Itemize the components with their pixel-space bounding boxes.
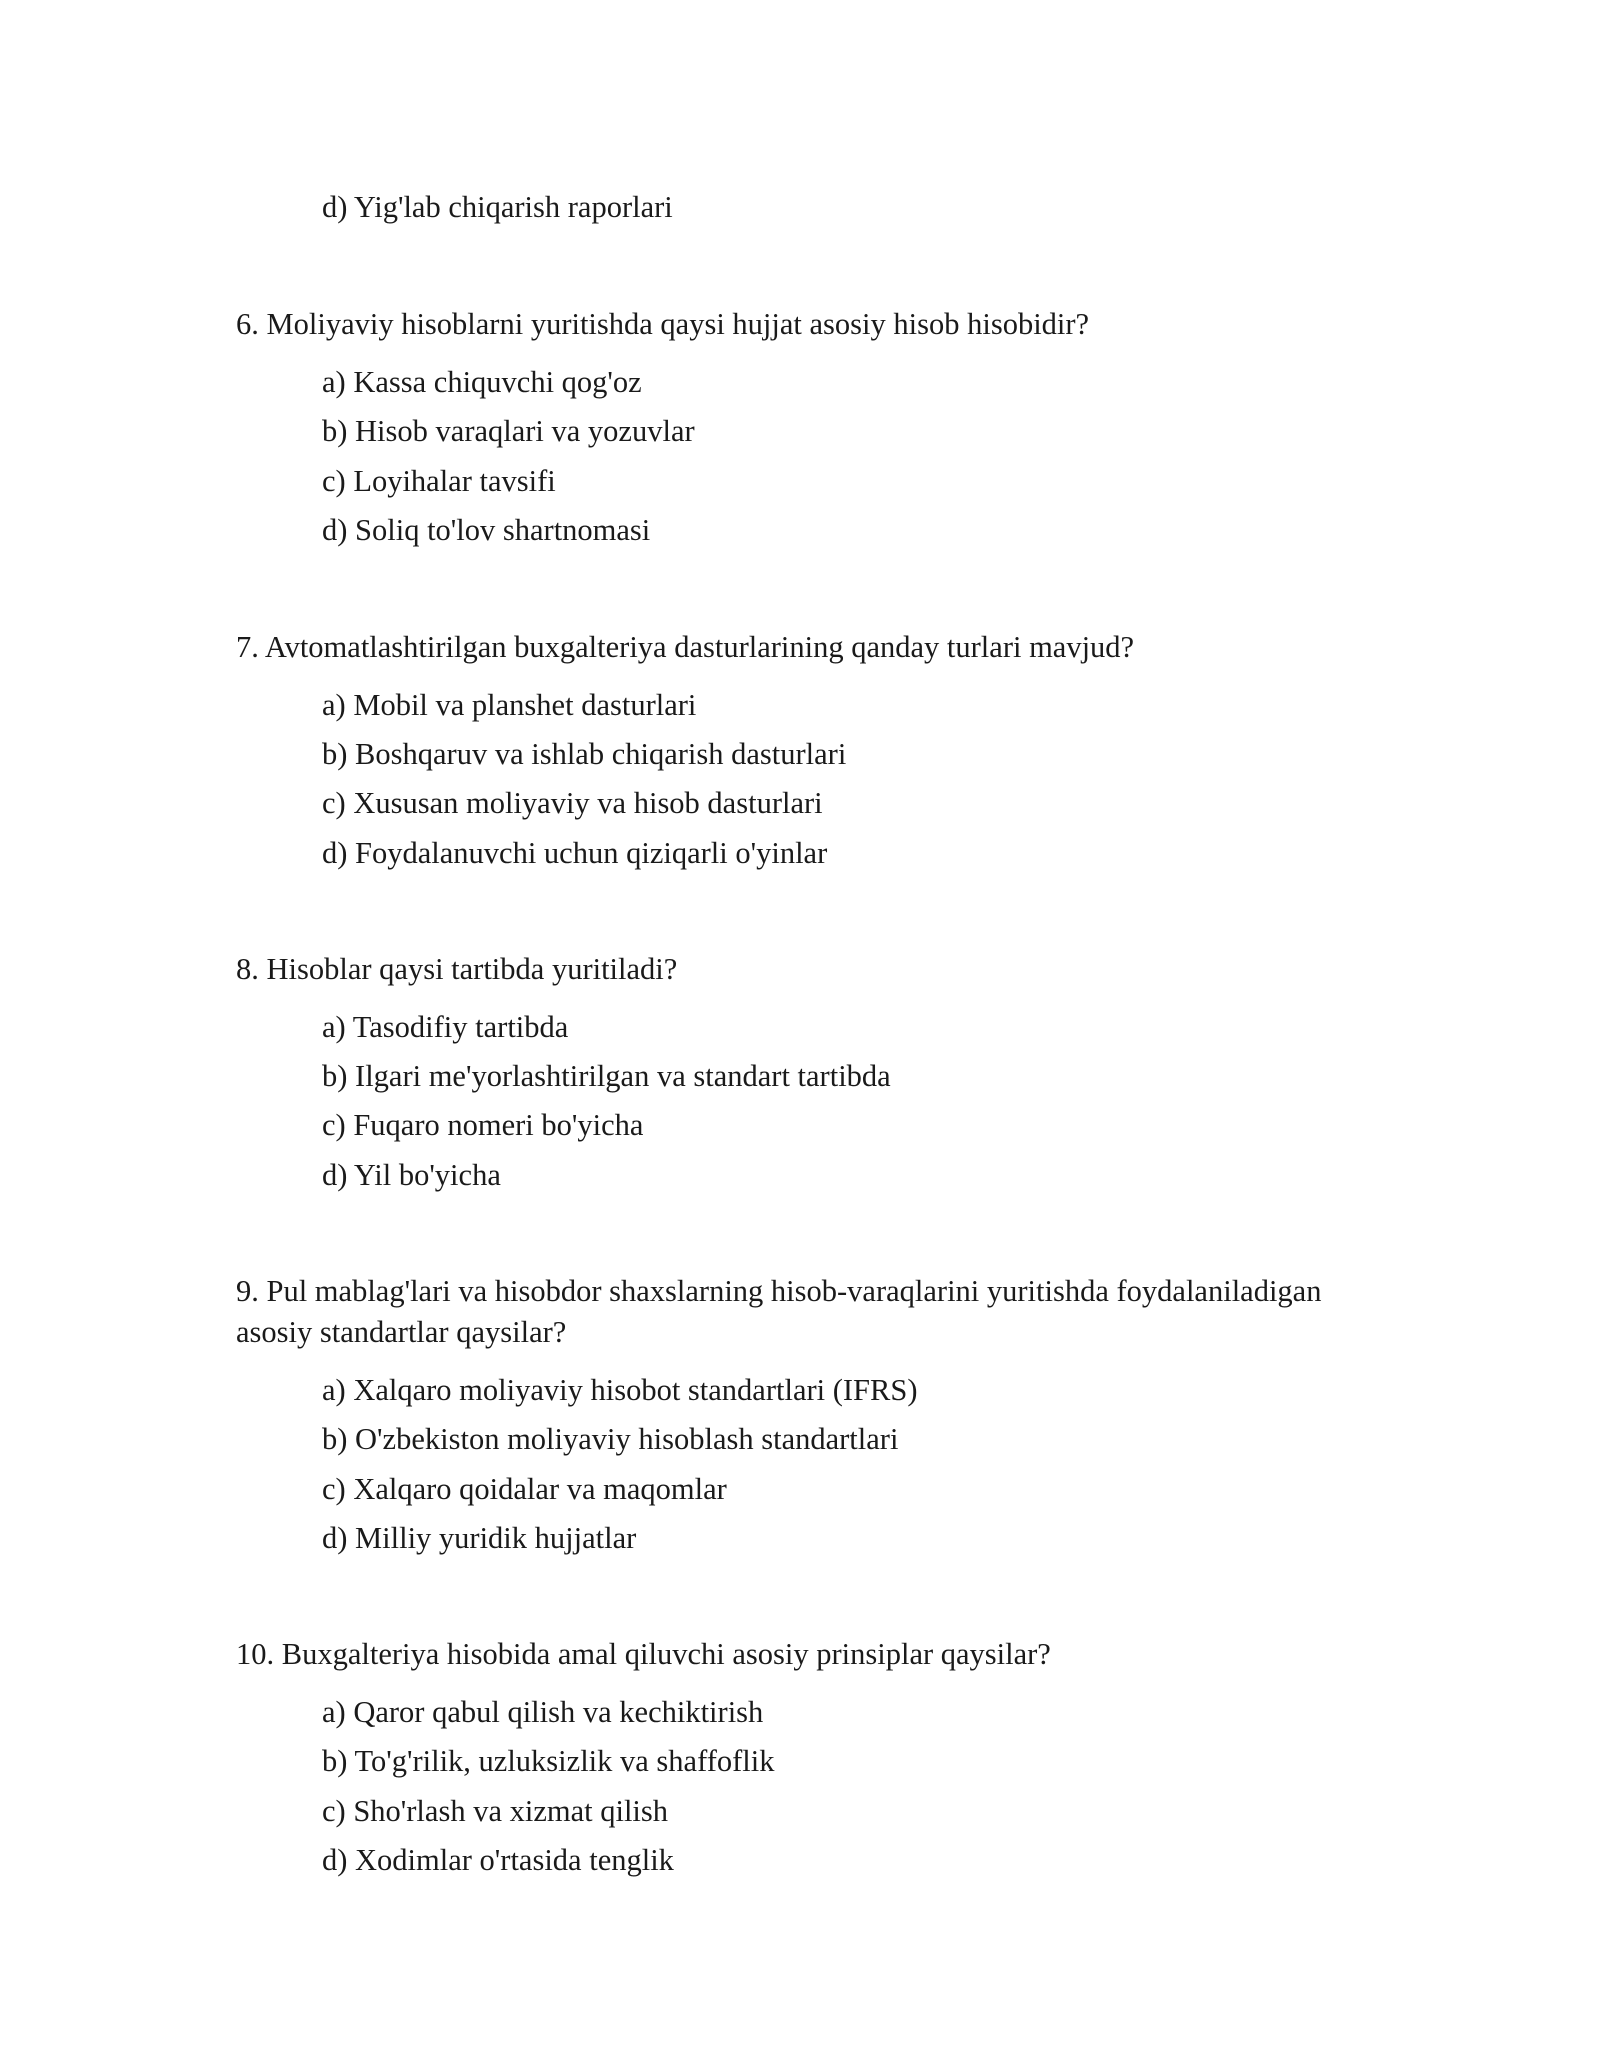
question-7-text: 7. Avtomatlashtirilgan buxgalteriya dasturlarining qanday turlari mavjud?	[236, 630, 1135, 664]
question-6-option-a: a) Kassa chiquvchi qog'oz	[322, 365, 642, 399]
question-9-text-line-1: 9. Pul mablag'lari va hisobdor shaxslarning hisob-varaqlarini yuritishda foydalaniladigan	[236, 1274, 1322, 1308]
question-10-option-a: a) Qaror qabul qilish va kechiktirish	[322, 1695, 764, 1729]
question-8-text: 8. Hisoblar qaysi tartibda yuritiladi?	[236, 952, 678, 986]
question-10-text: 10. Buxgalteriya hisobida amal qiluvchi asosiy prinsiplar qaysilar?	[236, 1637, 1051, 1671]
question-8-option-a: a) Tasodifiy tartibda	[322, 1010, 569, 1044]
question-10-option-d: d) Xodimlar o'rtasida tenglik	[322, 1843, 674, 1877]
option-d: d) Yig'lab chiqarish raporlari	[322, 190, 673, 224]
question-8-option-c: c) Fuqaro nomeri bo'yicha	[322, 1108, 644, 1142]
question-9-text-line-2: asosiy standartlar qaysilar?	[236, 1315, 567, 1349]
question-6-option-d: d) Soliq to'lov shartnomasi	[322, 513, 651, 547]
question-9-option-c: c) Xalqaro qoidalar va maqomlar	[322, 1472, 727, 1506]
question-9-option-d: d) Milliy yuridik hujjatlar	[322, 1521, 637, 1555]
question-7-option-c: c) Xususan moliyaviy va hisob dasturlari	[322, 786, 823, 820]
question-9-option-a: a) Xalqaro moliyaviy hisobot standartlari (IFRS)	[322, 1373, 918, 1407]
question-6-text: 6. Moliyaviy hisoblarni yuritishda qaysi hujjat asosiy hisob hisobidir?	[236, 307, 1090, 341]
question-7-option-a: a) Mobil va planshet dasturlari	[322, 688, 697, 722]
question-6-option-b: b) Hisob varaqlari va yozuvlar	[322, 414, 695, 448]
question-6-option-c: c) Loyihalar tavsifi	[322, 464, 556, 498]
question-8-option-d: d) Yil bo'yicha	[322, 1158, 501, 1192]
question-7-option-d: d) Foydalanuvchi uchun qiziqarli o'yinlar	[322, 836, 828, 870]
question-10-option-b: b) To'g'rilik, uzluksizlik va shaffoflik	[322, 1744, 775, 1778]
question-8-option-b: b) Ilgari me'yorlashtirilgan va standart tartibda	[322, 1059, 891, 1093]
question-7-option-b: b) Boshqaruv va ishlab chiqarish dasturlari	[322, 737, 847, 771]
question-10-option-c: c) Sho'rlash va xizmat qilish	[322, 1794, 669, 1828]
question-9-option-b: b) O'zbekiston moliyaviy hisoblash standartlari	[322, 1422, 899, 1456]
